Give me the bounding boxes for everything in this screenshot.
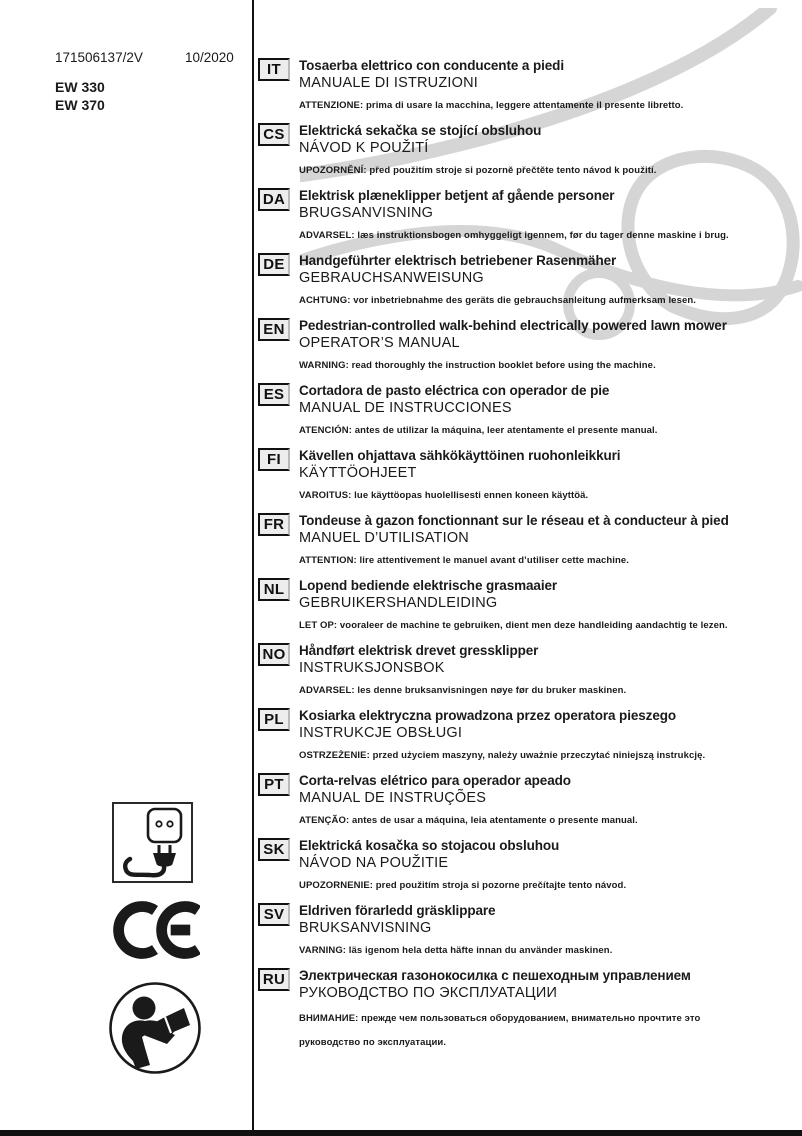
document-number: 171506137/2V	[55, 50, 143, 65]
language-code-badge: SV	[258, 903, 290, 926]
ce-mark-icon	[112, 899, 200, 961]
language-code-badge: FI	[258, 448, 290, 471]
entry-title: Lopend bediende elektrische grasmaaier	[299, 578, 558, 593]
entry-title: Eldriven förarledd gräsklippare	[299, 903, 496, 918]
language-code-badge: FR	[258, 513, 290, 536]
entry-warning: LET OP: vooraleer de machine te gebruiken, dient men deze handleiding aandachtig te lezen.	[299, 620, 728, 631]
entry-title: Elektrická kosačka so stojacou obsluhou	[299, 838, 560, 853]
entry-warning: ATENÇÃO: antes de usar a máquina, leia atentamente o presente manual.	[299, 815, 638, 826]
entry-warning: ATENCIÓN: antes de utilizar la máquina, leer atentamente el presente manual.	[299, 425, 658, 436]
language-code-badge: SK	[258, 838, 290, 861]
language-entries-list	[258, 57, 798, 1065]
model-code: EW 330	[55, 79, 105, 95]
entry-subtitle: INSTRUKCJE OBSŁUGI	[299, 725, 463, 741]
language-entry-nl	[258, 577, 798, 632]
entry-warning: UPOZORNĚNÍ: před použitím stroje si pozorně přečtěte tento návod k použití.	[299, 165, 657, 176]
language-entry-no	[258, 642, 798, 697]
entry-title: Corta-relvas elétrico para operador apeado	[299, 773, 571, 788]
language-entry-es	[258, 382, 798, 437]
entry-warning: VAROITUS: lue käyttöopas huolellisesti ennen koneen käyttöä.	[299, 490, 589, 501]
entry-warning: ADVARSEL: les denne bruksanvisningen nøye før du bruker maskinen.	[299, 685, 627, 696]
language-code-badge: PL	[258, 708, 290, 731]
entry-title: Handgeführter elektrisch betriebener Rasenmäher	[299, 253, 617, 268]
language-code-badge: ES	[258, 383, 290, 406]
entry-warning: WARNING: read thoroughly the instruction booklet before using the machine.	[299, 360, 656, 371]
entry-subtitle: GEBRUIKERSHANDLEIDING	[299, 595, 498, 611]
entry-warning: ВНИМАНИЕ: прежде чем пользоваться оборудованием, внимательно прочтите это руководство по эксплуатации.	[299, 1013, 701, 1048]
entry-subtitle: NÁVOD NA POUŽITIE	[299, 855, 449, 871]
entry-subtitle: NÁVOD K POUŽITÍ	[299, 140, 429, 156]
entry-warning: OSTRZEŻENIE: przed użyciem maszyny, należy uważnie przeczytać niniejszą instrukcję.	[299, 750, 706, 761]
entry-warning: ADVARSEL: læs instruktionsbogen omhyggeligt igennem, før du tager denne maskine i brug.	[299, 230, 729, 241]
language-code-badge: CS	[258, 123, 290, 146]
language-entry-en	[258, 317, 798, 372]
entry-subtitle: BRUKSANVISNING	[299, 920, 432, 936]
language-entry-de	[258, 252, 798, 307]
language-entry-da	[258, 187, 798, 242]
language-code-badge: NO	[258, 643, 290, 666]
entry-subtitle: РУКОВОДСТВО ПО ЭКСПЛУАТАЦИИ	[299, 985, 558, 1001]
language-code-badge: IT	[258, 58, 290, 81]
model-codes	[55, 78, 105, 114]
language-entry-pt	[258, 772, 798, 827]
language-entry-fr	[258, 512, 798, 567]
language-entry-fi	[258, 447, 798, 502]
model-code: EW 370	[55, 97, 105, 113]
entry-subtitle: BRUGSANVISNING	[299, 205, 434, 221]
entry-subtitle: MANUAL DE INSTRUCCIONES	[299, 400, 512, 416]
entry-warning: UPOZORNENIE: pred použitím stroja si pozorne prečítajte tento návod.	[299, 880, 627, 891]
power-plug-icon	[114, 804, 191, 881]
language-code-badge: NL	[258, 578, 290, 601]
entry-subtitle: KÄYTTÖOHJEET	[299, 465, 417, 481]
entry-title: Elektrisk plæneklipper betjent af gående personer	[299, 188, 615, 203]
language-entry-pl	[258, 707, 798, 762]
language-entry-sk	[258, 837, 798, 892]
entry-subtitle: INSTRUKSJONSBOK	[299, 660, 445, 676]
language-code-badge: PT	[258, 773, 290, 796]
entry-title: Pedestrian-controlled walk-behind electrically powered lawn mower	[299, 318, 727, 333]
language-code-badge: EN	[258, 318, 290, 341]
language-code-badge: DA	[258, 188, 290, 211]
entry-warning: ATTENTION: lire attentivement le manuel avant d’utiliser cette machine.	[299, 555, 630, 566]
bottom-bar	[0, 1130, 802, 1136]
language-code-badge: DE	[258, 253, 290, 276]
entry-title: Tosaerba elettrico con conducente a piedi	[299, 58, 564, 73]
entry-title: Электрическая газонокосилка с пешеходным управлением	[299, 968, 691, 983]
entry-title: Håndført elektrisk drevet gressklipper	[299, 643, 539, 658]
vertical-divider	[252, 0, 254, 1131]
entry-subtitle: MANUEL D’UTILISATION	[299, 530, 469, 546]
entry-warning: VARNING: läs igenom hela detta häfte innan du använder maskinen.	[299, 945, 613, 956]
read-manual-icon	[107, 980, 203, 1076]
language-entry-it	[258, 57, 798, 112]
entry-title: Tondeuse à gazon fonctionnant sur le réseau et à conducteur à pied	[299, 513, 729, 528]
power-plug-pictogram-frame	[112, 802, 193, 883]
language-entry-cs	[258, 122, 798, 177]
entry-subtitle: GEBRAUCHSANWEISUNG	[299, 270, 484, 286]
entry-title: Elektrická sekačka se stojící obsluhou	[299, 123, 542, 138]
document-date: 10/2020	[185, 50, 234, 65]
entry-subtitle: MANUALE DI ISTRUZIONI	[299, 75, 479, 91]
entry-subtitle: MANUAL DE INSTRUÇÕES	[299, 790, 487, 806]
entry-warning: ATTENZIONE: prima di usare la macchina, leggere attentamente il presente libretto.	[299, 100, 684, 111]
entry-subtitle: OPERATOR’S MANUAL	[299, 335, 460, 351]
entry-title: Kosiarka elektryczna prowadzona przez operatora pieszego	[299, 708, 677, 723]
language-entry-sv	[258, 902, 798, 957]
language-entry-ru	[258, 967, 798, 1055]
entry-title: Kävellen ohjattava sähkökäyttöinen ruohonleikkuri	[299, 448, 621, 463]
entry-title: Cortadora de pasto eléctrica con operador de pie	[299, 383, 610, 398]
language-code-badge: RU	[258, 968, 290, 991]
entry-warning: ACHTUNG: vor inbetriebnahme des geräts die gebrauchsanleitung aufmerksam lesen.	[299, 295, 696, 306]
